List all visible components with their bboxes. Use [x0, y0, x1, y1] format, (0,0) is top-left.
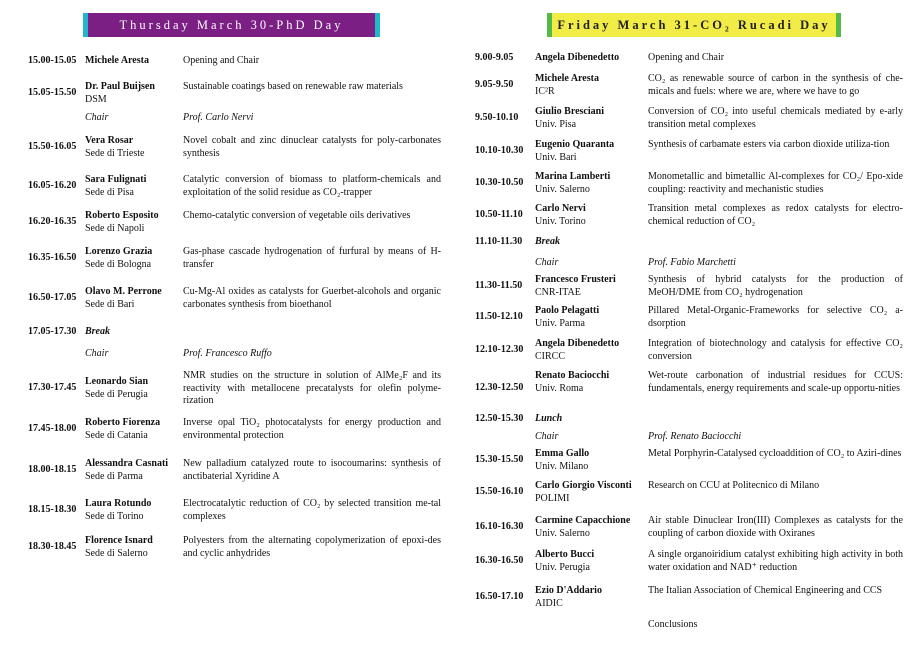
speaker: Alessandra Casnati Sede di Parma: [85, 458, 169, 482]
thursday-header: Thursday March 30-PhD Day: [83, 13, 380, 37]
speaker: Vera Rosar Sede di Trieste: [85, 135, 145, 159]
time-slot: 16.35-16.50: [28, 252, 77, 263]
speaker: Olavo M. Perrone Sede di Bari: [85, 286, 162, 310]
time-slot: 15.50-16.05: [28, 141, 77, 152]
speaker: Angela Dibenedetto: [535, 52, 620, 63]
time-slot: 17.30-17.45: [28, 382, 77, 393]
time-slot: 12.30-12.50: [475, 382, 524, 393]
speaker: Angela Dibenedetto CIRCC: [535, 338, 620, 362]
speaker: Roberto Fiorenza Sede di Catania: [85, 417, 161, 441]
speaker: Leonardo Sian Sede di Perugia: [85, 376, 149, 400]
chair-name: Prof. Fabio Marchetti: [648, 257, 736, 268]
talk-title: Gas-phase cascade hydrogenation of furfural by means of H-transfer: [183, 246, 441, 270]
talk-title: CO₂ as renewable source of carbon in the synthesis of che-micals and fuels: where we are, where we have to go: [648, 73, 903, 97]
speaker: Renato Baciocchi Univ. Roma: [535, 370, 610, 394]
friday-header: Friday March 31-CO₂ Rucadi Day: [547, 13, 841, 37]
time-slot: 16.50-17.10: [475, 591, 524, 602]
time-slot: 12.10-12.30: [475, 344, 524, 355]
time-slot: 18.15-18.30: [28, 504, 77, 515]
chair-label: Chair: [85, 112, 109, 123]
talk-title: Synthesis of carbamate esters via carbon dioxide utiliza-tion: [648, 139, 890, 150]
speaker: Carlo Nervi Univ. Torino: [535, 203, 586, 227]
speaker: Eugenio Quaranta Univ. Bari: [535, 139, 615, 163]
chair-name: Prof. Renato Baciocchi: [648, 431, 742, 442]
talk-title: Conversion of CO₂ into useful chemicals mediated by e-arly transition metal complexes: [648, 106, 903, 130]
time-slot: 9.05-9.50: [475, 79, 514, 90]
time-slot: 18.00-18.15: [28, 464, 77, 475]
speaker: Francesco Frusteri CNR-ITAE: [535, 274, 616, 298]
time-slot: 12.50-15.30: [475, 413, 524, 424]
time-slot: 10.30-10.50: [475, 177, 524, 188]
time-slot: 11.50-12.10: [475, 311, 523, 322]
conclusions: Conclusions: [648, 619, 698, 630]
talk-title: Opening and Chair: [183, 55, 260, 66]
time-slot: 9.00-9.05: [475, 52, 514, 63]
chair-label: Chair: [85, 348, 109, 359]
time-slot: 16.10-16.30: [475, 521, 524, 532]
time-slot: 17.45-18.00: [28, 423, 77, 434]
chair-label: Chair: [535, 431, 559, 442]
time-slot: 16.20-16.35: [28, 216, 77, 227]
lunch-label: Lunch: [535, 413, 563, 424]
time-slot: 10.10-10.30: [475, 145, 524, 156]
talk-title: A single organoiridium catalyst exhibiting high activity in both water oxidation and NAD⁺ reduction: [648, 549, 903, 573]
time-slot: 17.05-17.30: [28, 326, 77, 337]
talk-title: Catalytic conversion of biomass to platform-chemicals and exploitation of the solid residue as CO₂-trapper: [183, 174, 441, 198]
talk-title: Polyesters from the alternating copolymerization of epoxi-des and cyclic anhydrides: [183, 535, 441, 559]
talk-title: Synthesis of hybrid catalysts for the production of MeOH/DME from CO₂ hydrogenation: [648, 274, 903, 298]
talk-title: Electrocatalytic reduction of CO₂ by selected transition me-tal complexes: [183, 498, 441, 522]
talk-title: Monometallic and bimetallic Al-complexes for CO₂/ Epo-xide coupling: reactivity and mechanistic studies: [648, 171, 903, 195]
talk-title: Pillared Metal-Organic-Frameworks for selective CO₂ a-dsorption: [648, 305, 903, 329]
speaker: Michele Aresta: [85, 55, 149, 66]
speaker: Marina Lamberti Univ. Salerno: [535, 171, 611, 195]
time-slot: 11.30-11.50: [475, 280, 523, 291]
time-slot: 10.50-11.10: [475, 209, 523, 220]
time-slot: 15.30-15.50: [475, 454, 524, 465]
speaker: Ezio D'Addario AIDIC: [535, 585, 602, 609]
talk-title: Cu-Mg-Al oxides as catalysts for Guerbet-alcohols and organic carbonates synthesis from bioethanol: [183, 286, 441, 310]
speaker: Lorenzo Grazia Sede di Bologna: [85, 246, 153, 270]
chair-name: Prof. Carlo Nervi: [183, 112, 254, 123]
talk-title: Inverse opal TiO₂ photocatalysts for energy production and environmental protection: [183, 417, 441, 441]
talk-title: New palladium catalyzed route to isocoumarins: synthesis of anctibaterial Xyridine A: [183, 458, 441, 482]
chair-label: Chair: [535, 257, 559, 268]
speaker: Giulio Bresciani Univ. Pisa: [535, 106, 604, 130]
time-slot: 16.05-16.20: [28, 180, 77, 191]
talk-title: The Italian Association of Chemical Engineering and CCS: [648, 585, 883, 596]
break-label: Break: [85, 326, 110, 337]
time-slot: 11.10-11.30: [475, 236, 523, 247]
talk-title: NMR studies on the structure in solution of AlMe₂F and its reactivity with metallocene precatalysts for olefin polyme-rization: [183, 370, 441, 406]
speaker: Michele Aresta IC²R: [535, 73, 599, 97]
speaker: Dr. Paul Buijsen DSM: [85, 81, 155, 105]
time-slot: 9.50-10.10: [475, 112, 519, 123]
talk-title: Integration of biotechnology and catalysis for effective CO₂ conversion: [648, 338, 903, 362]
talk-title: Wet-route carbonation of industrial residues for CCUS: fundamentals, energy requirements and scale-up opportu-nities: [648, 370, 903, 394]
speaker: Paolo Pelagatti Univ. Parma: [535, 305, 600, 329]
talk-title: Metal Porphyrin-Catalysed cycloaddition of CO₂ to Aziri-dines: [648, 448, 902, 459]
speaker: Roberto Esposito Sede di Napoli: [85, 210, 159, 234]
speaker: Sara Fulignati Sede di Pisa: [85, 174, 147, 198]
time-slot: 18.30-18.45: [28, 541, 77, 552]
talk-title: Sustainable coatings based on renewable raw materials: [183, 81, 403, 92]
time-slot: 15.50-16.10: [475, 486, 524, 497]
talk-title: Transition metal complexes as redox catalysts for electro-chemical reduction of CO₂: [648, 203, 903, 227]
speaker: Florence Isnard Sede di Salerno: [85, 535, 153, 559]
speaker: Alberto Bucci Univ. Perugia: [535, 549, 595, 573]
time-slot: 16.50-17.05: [28, 292, 77, 303]
speaker: Emma Gallo Univ. Milano: [535, 448, 590, 472]
break-label: Break: [535, 236, 560, 247]
time-slot: 15.05-15.50: [28, 87, 77, 98]
speaker: Laura Rotundo Sede di Torino: [85, 498, 152, 522]
talk-title: Air stable Dinuclear Iron(III) Complexes as catalysts for the coupling of carbon dioxide with Oxiranes: [648, 515, 903, 539]
time-slot: 16.30-16.50: [475, 555, 524, 566]
chair-name: Prof. Francesco Ruffo: [183, 348, 272, 359]
talk-title: Chemo-catalytic conversion of vegetable oils derivatives: [183, 210, 411, 221]
speaker: Carlo Giorgio Visconti POLIMI: [535, 480, 632, 504]
talk-title: Opening and Chair: [648, 52, 725, 63]
talk-title: Research on CCU at Politecnico di Milano: [648, 480, 820, 491]
time-slot: 15.00-15.05: [28, 55, 77, 66]
talk-title: Novel cobalt and zinc dinuclear catalysts for poly-carbonates synthesis: [183, 135, 441, 159]
speaker: Carmine Capacchione Univ. Salerno: [535, 515, 631, 539]
